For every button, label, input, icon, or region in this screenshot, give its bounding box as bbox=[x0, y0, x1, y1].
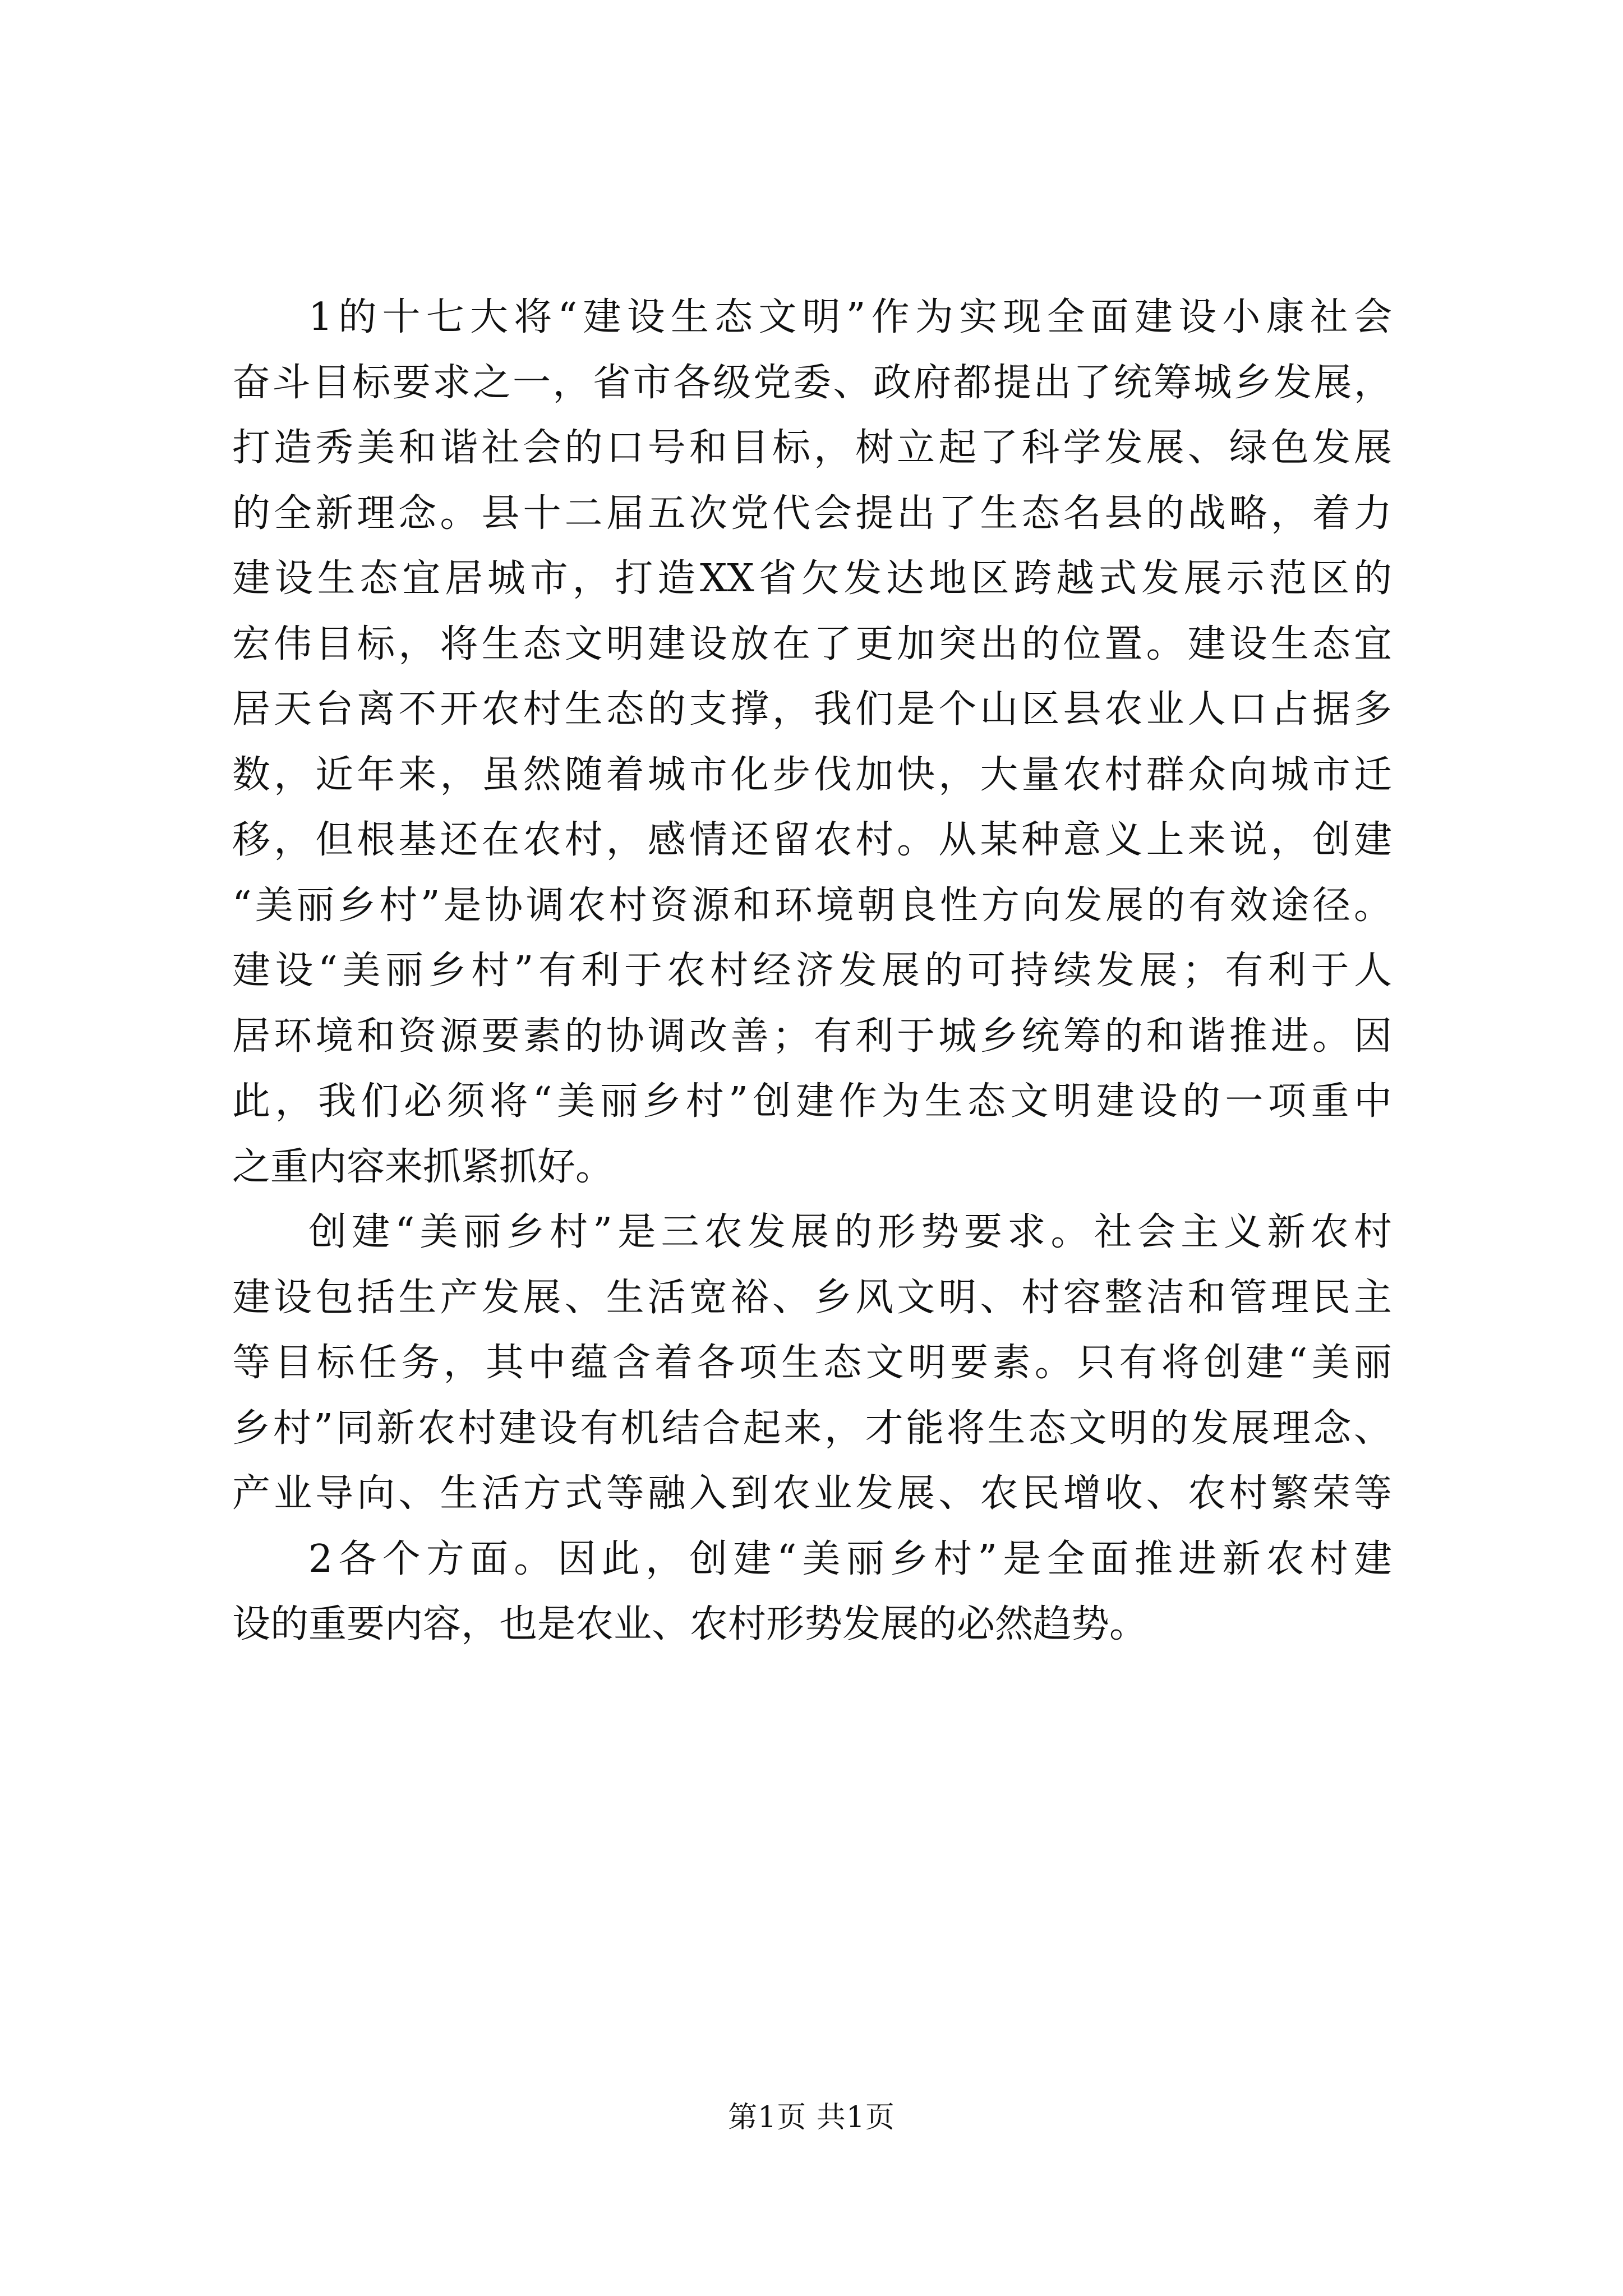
paragraph-2 bbox=[232, 1200, 1392, 1527]
paragraph-line: 创建“美丽乡村”是三农发展的形势要求。社会主义新农村 bbox=[308, 1210, 1392, 1254]
paragraph-line: 产业导向、生活方式等融入到农业发展、农民增收、农村繁荣等 bbox=[232, 1471, 1392, 1516]
document-body bbox=[232, 285, 1392, 1658]
paragraph-line: 居环境和资源要素的协调改善；有利于城乡统筹的和谐推进。因 bbox=[232, 1014, 1392, 1059]
paragraph-line: 移，但根基还在农村，感情还留农村。从某种意义上来说，创建 bbox=[232, 818, 1392, 862]
paragraph-line: 打造秀美和谐社会的口号和目标，树立起了科学发展、绿色发展 bbox=[232, 426, 1392, 470]
paragraph-1 bbox=[232, 285, 1392, 1200]
paragraph-line: 建设“美丽乡村”有利于农村经济发展的可持续发展；有利于人 bbox=[232, 949, 1392, 993]
paragraph-line: 等目标任务，其中蕴含着各项生态文明要素。只有将创建“美丽 bbox=[232, 1341, 1392, 1385]
paragraph-line: 数，近年来，虽然随着城市化步伐加快，大量农村群众向城市迁 bbox=[232, 752, 1392, 797]
paragraph-line: 2各个方面。因此，创建“美丽乡村”是全面推进新农村建 bbox=[308, 1536, 1392, 1581]
paragraph-line: 之重内容来抓紧抓好。 bbox=[232, 1144, 614, 1189]
paragraph-line: 奋斗目标要求之一，省市各级党委、政府都提出了统筹城乡发展， bbox=[232, 360, 1392, 405]
paragraph-line: 建设包括生产发展、生活宽裕、乡风文明、村容整洁和管理民主 bbox=[232, 1275, 1392, 1320]
paragraph-line: 设的重要内容，也是农业、农村形势发展的必然趋势。 bbox=[232, 1602, 1148, 1646]
paragraph-line: “美丽乡村”是协调农村资源和环境朝良性方向发展的有效途径。 bbox=[232, 883, 1392, 928]
paragraph-line: 1的十七大将“建设生态文明”作为实现全面建设小康社会 bbox=[308, 295, 1392, 339]
paragraph-line: 此，我们必须将“美丽乡村”创建作为生态文明建设的一项重中 bbox=[232, 1079, 1392, 1124]
paragraph-line: 的全新理念。县十二届五次党代会提出了生态名县的战略，着力 bbox=[232, 491, 1392, 536]
paragraph-line: 乡村”同新农村建设有机结合起来，才能将生态文明的发展理念、 bbox=[232, 1406, 1392, 1451]
paragraph-line: 宏伟目标，将生态文明建设放在了更加突出的位置。建设生态宜 bbox=[232, 622, 1392, 666]
paragraph-3 bbox=[232, 1527, 1392, 1658]
page-number-footer: 第1页 共1页 bbox=[728, 2101, 895, 2134]
paragraph-line: 居天台离不开农村生态的支撑，我们是个山区县农业人口占据多 bbox=[232, 687, 1392, 731]
paragraph-line: 建设生态宜居城市，打造XX省欠发达地区跨越式发展示范区的 bbox=[232, 556, 1392, 601]
